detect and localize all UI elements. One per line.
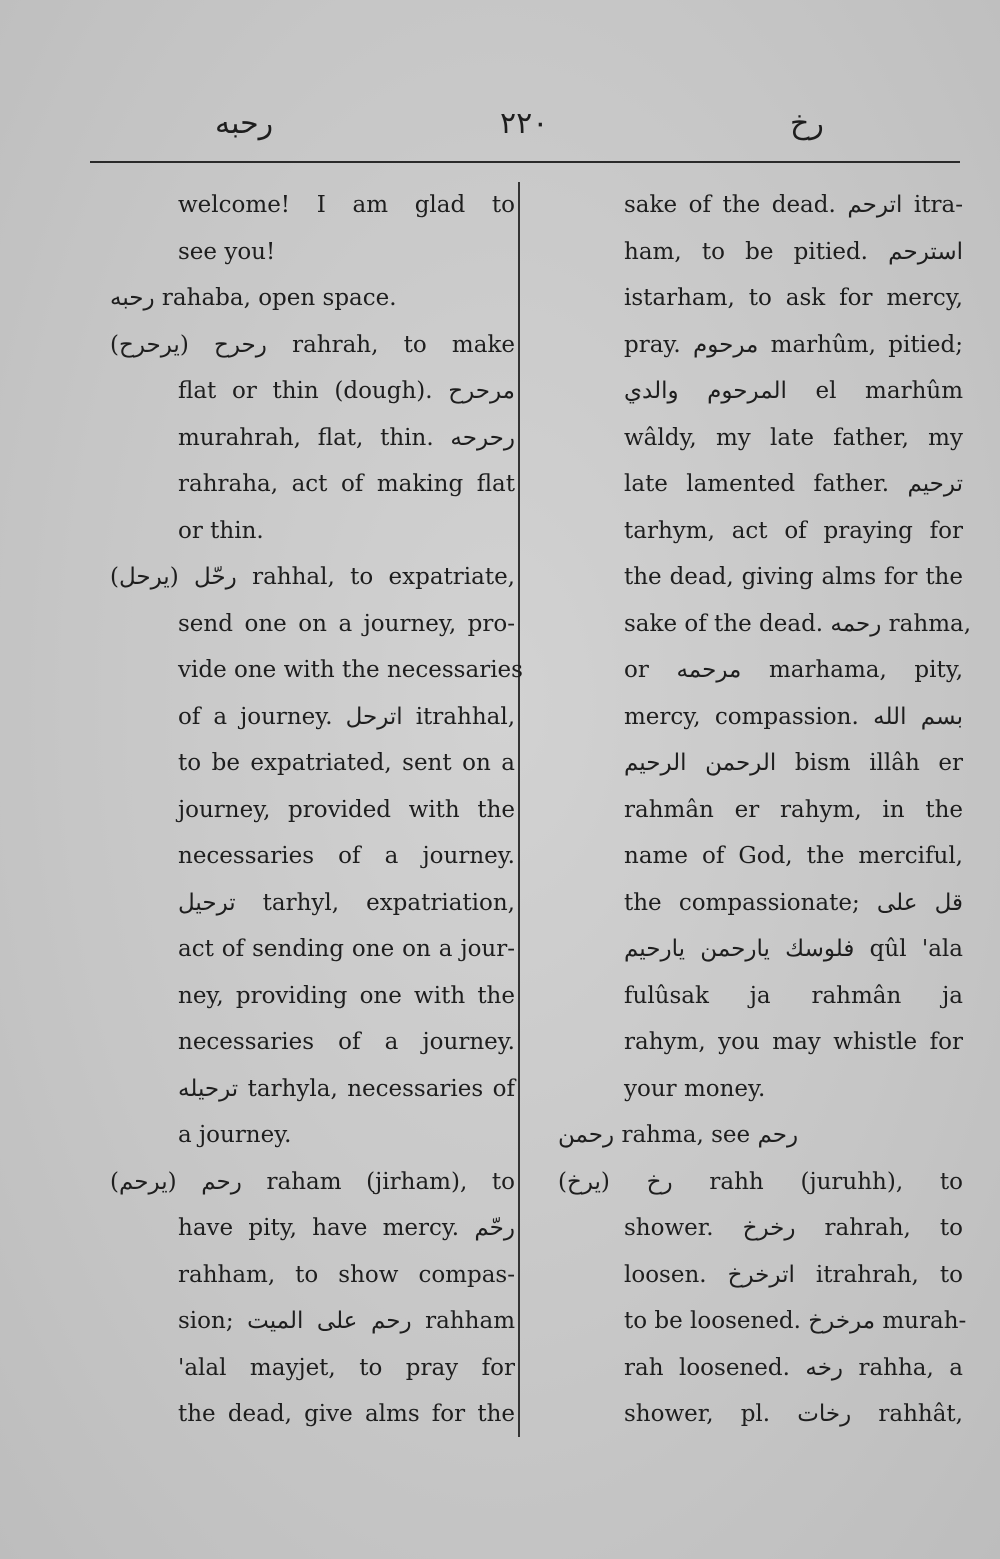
text-line: vide one with the necessaries — [178, 657, 523, 683]
text-line: shower. رخرخ rahrah, to — [624, 1215, 963, 1241]
text-line: send one on a journey, pro- — [178, 610, 515, 637]
text-line: or thin. — [178, 517, 264, 544]
text-line: sion; رحم على الميت rahham — [178, 1308, 515, 1334]
page-header — [0, 100, 1000, 160]
text-line: wâldy, my late father, my — [624, 424, 963, 451]
text-line: فلوسك يارحمن يارحيم qûl 'ala — [624, 936, 963, 962]
text-line: necessaries of a journey. — [178, 1029, 515, 1055]
text-line: sake of the dead. اترحم itra- — [624, 192, 963, 218]
text-line: or مرحمه marhama, pity, — [624, 657, 964, 683]
text-line: rah loosened. رخه rahha, a — [624, 1354, 963, 1381]
text-line: welcome! I am glad to — [178, 192, 515, 218]
text-line: رحم (يرحم) raham (jirham), to — [110, 1168, 515, 1195]
text-line: رحرح (يرحرح) rahrah, to make — [110, 331, 516, 358]
text-line: tarhym, act of praying for — [624, 517, 963, 544]
text-line: see you! — [178, 238, 276, 265]
text-line: to be loosened. مرخرخ murah- — [624, 1308, 967, 1334]
text-line: rahmân er rahym, in the — [624, 796, 963, 823]
text-line: رحمن rahma, see رحم — [558, 1122, 799, 1148]
text-line: 'alal mayjet, to pray for — [178, 1354, 515, 1381]
text-line: murahrah, flat, thin. رحرحه — [178, 424, 515, 451]
text-line: to be expatriated, sent on a — [178, 750, 515, 776]
header-rule — [90, 161, 960, 163]
text-line: your money. — [624, 1075, 766, 1102]
column-divider — [518, 182, 520, 1437]
text-line: المرحوم والدي el marhûm — [624, 378, 963, 404]
text-line: journey, provided with the — [178, 796, 515, 823]
text-line: act of sending one on a jour- — [178, 936, 515, 962]
text-line: the dead, giving alms for the — [624, 564, 963, 590]
text-line: loosen. اترخرخ itrahrah, to — [624, 1261, 963, 1288]
text-line: a journey. — [178, 1122, 292, 1148]
text-line: رحبه rahaba, open space. — [110, 285, 397, 311]
text-line: necessaries of a journey. — [178, 843, 515, 869]
text-line: of a journey. اترحل itrahhal, — [178, 703, 516, 730]
text-line: rahraha, act of making flat — [178, 471, 515, 497]
text-line: ترحيله tarhyla, necessaries of — [178, 1075, 515, 1102]
header-left-catchword: رحبه — [215, 106, 274, 141]
text-line: rahham, to show compas- — [178, 1261, 515, 1288]
left-column — [110, 182, 523, 1438]
text-line: رخ (يرخ) rahh (juruhh), to — [558, 1168, 963, 1195]
text-line: flat or thin (dough). مرحرح — [178, 378, 515, 404]
page-number: ٢٢٠ — [500, 106, 549, 141]
header-right-catchword: رخ — [790, 106, 824, 141]
text-line: pray. مرحوم marhûm, pitied; — [624, 331, 963, 358]
text-line: ney, providing one with the — [178, 982, 515, 1009]
text-line: late lamented father. ترحيم — [624, 471, 963, 497]
text-line: ham, to be pitied. استرحم — [624, 238, 963, 265]
text-line: name of God, the merciful, — [624, 843, 963, 869]
text-line: fulûsak ja rahmân ja — [624, 982, 963, 1009]
text-line: الرحمن الرحيم bism illâh er — [624, 750, 963, 776]
text-line: the compassionate; قل على — [624, 889, 964, 916]
right-column — [558, 182, 972, 1438]
text-line: shower, pl. رخات rahhât, — [624, 1401, 963, 1427]
text-line: rahym, you may whistle for — [624, 1029, 963, 1055]
text-line: ترحيل tarhyl, expatriation, — [178, 889, 515, 916]
text-line: istarham, to ask for mercy, — [624, 285, 963, 311]
text-line: the dead, give alms for the — [178, 1401, 515, 1427]
text-line: sake of the dead. رحمه rahma, — [624, 610, 972, 637]
text-line: mercy, compassion. بسم الله — [624, 703, 964, 730]
text-line: have pity, have mercy. رحّم — [178, 1215, 515, 1241]
text-line: رحّل (يرحل) rahhal, to expatriate, — [110, 564, 515, 590]
